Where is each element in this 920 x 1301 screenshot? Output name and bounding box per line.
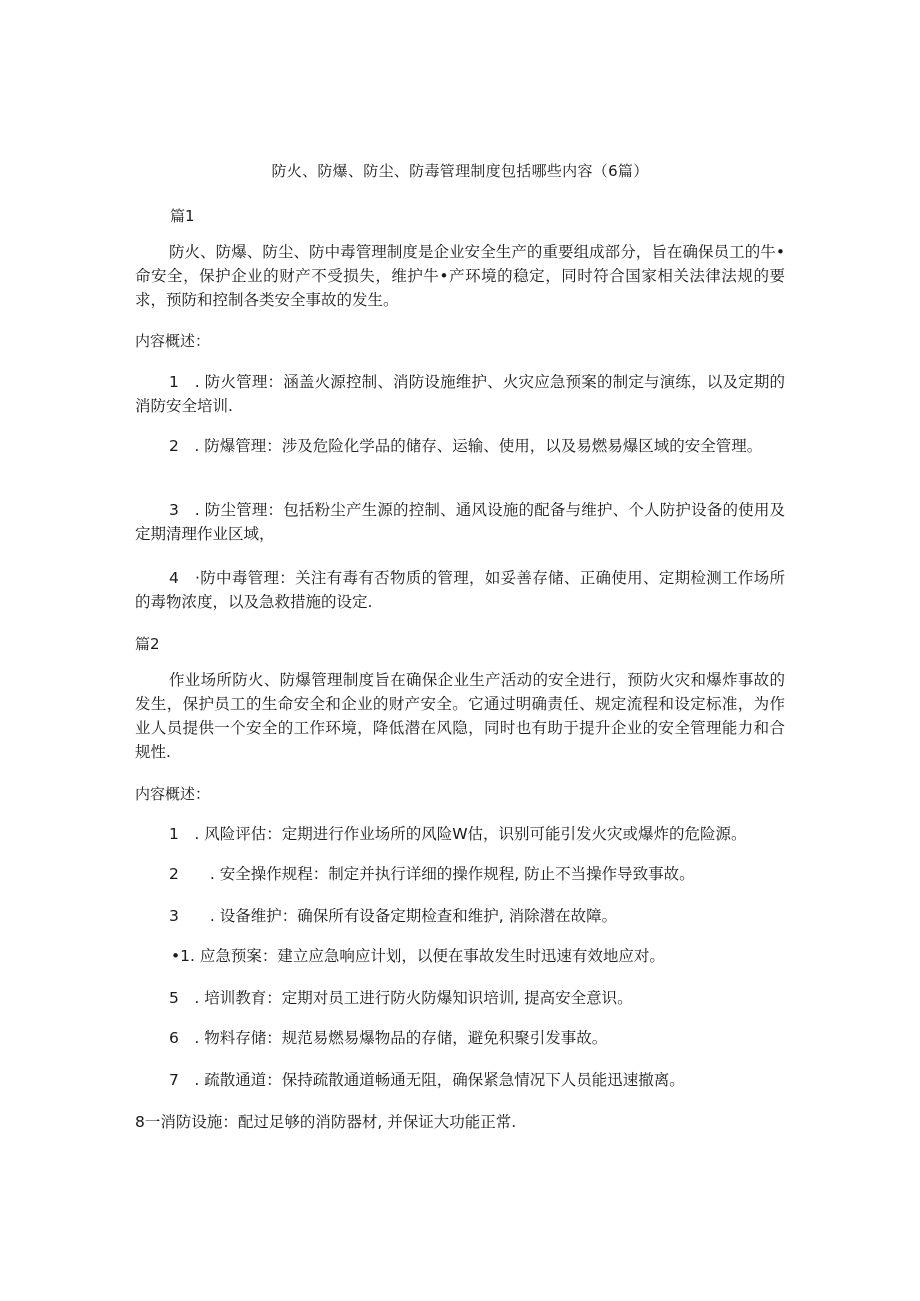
part2-item-6: 6 . 物料存储：规范易燃易爆物品的存储，避免积聚引发事故。 bbox=[169, 1029, 608, 1047]
part2-item-4: •1. 应急预案：建立应急响应计划，以便在事故发生时迅速有效地应对。 bbox=[171, 947, 665, 965]
part2-intro-paragraph: 作业场所防火、防爆管理制度旨在确保企业生产活动的安全进行，预防火灾和爆炸事故的发生，保护员工的生命安全和企业的财产安全。它通过明确责任、规定流程和设定标准，为作业人员提供一个安全的工作环境，降低潜在风隐，同时也有助于提升企业的安全管理能力和合规性. bbox=[135, 671, 785, 761]
part2-item-3: 3 . 设备维护：确保所有设备定期检查和维护, 消除潜在故障。 bbox=[169, 907, 618, 925]
part1-intro-paragraph: 防火、防爆、防尘、防中毒管理制度是企业安全生产的重要组成部分，旨在确保员工的牛•命安全，保护企业的财产不受损失，维护牛•产环境的稳定，同时符合国家相关法律法规的要求，预防和控制各类安全事故的发生。 bbox=[135, 243, 785, 309]
part1-item-2: 2 . 防爆管理：涉及危险化学品的储存、运输、使用，以及易燃易爆区域的安全管理。 bbox=[169, 437, 763, 455]
part2-item-7: 7 . 疏散通道：保持疏散通道畅通无阻，确保紧急情况下人员能迅速撤离。 bbox=[169, 1071, 685, 1089]
document-title: 防火、防爆、防尘、防毒管理制度包括哪些内容（6篇） bbox=[271, 162, 649, 180]
section-label-part2: 篇2 bbox=[135, 635, 160, 653]
part1-item-3: 3 . 防尘管理：包括粉尘产生源的控制、通风设施的配备与维护、个人防护设备的使用及定期清理作业区域， bbox=[135, 501, 785, 543]
part2-item-5: 5 . 培训教育：定期对员工进行防火防爆知识培训, 提高安全意识。 bbox=[169, 989, 633, 1007]
part1-item-4: 4 ·防中毒管理：关注有毒有否物质的管理，如妥善存储、正确使用、定期检测工作场所的毒物浓度，以及急救措施的设定. bbox=[135, 569, 785, 611]
part2-item-8: 8一消防设施：配过足够的消防器材, 并保证大功能正常. bbox=[135, 1113, 517, 1131]
section-label-part1: 篇1 bbox=[170, 207, 195, 225]
part2-item-2: 2 . 安全操作规程：制定并执行详细的操作规程, 防止不当操作导致事故。 bbox=[169, 865, 695, 883]
part1-item-1: 1 . 防火管理：涵盖火源控制、消防设施维护、火灾应急预案的制定与演练，以及定期的消防安全培训. bbox=[135, 373, 785, 415]
part1-overview-label: 内容概述： bbox=[135, 332, 211, 350]
part2-item-1: 1 . 风险评估：定期进行作业场所的风险W估，识别可能引发火灾或爆炸的危险源。 bbox=[169, 825, 747, 843]
part2-overview-label: 内容概述： bbox=[135, 785, 211, 803]
